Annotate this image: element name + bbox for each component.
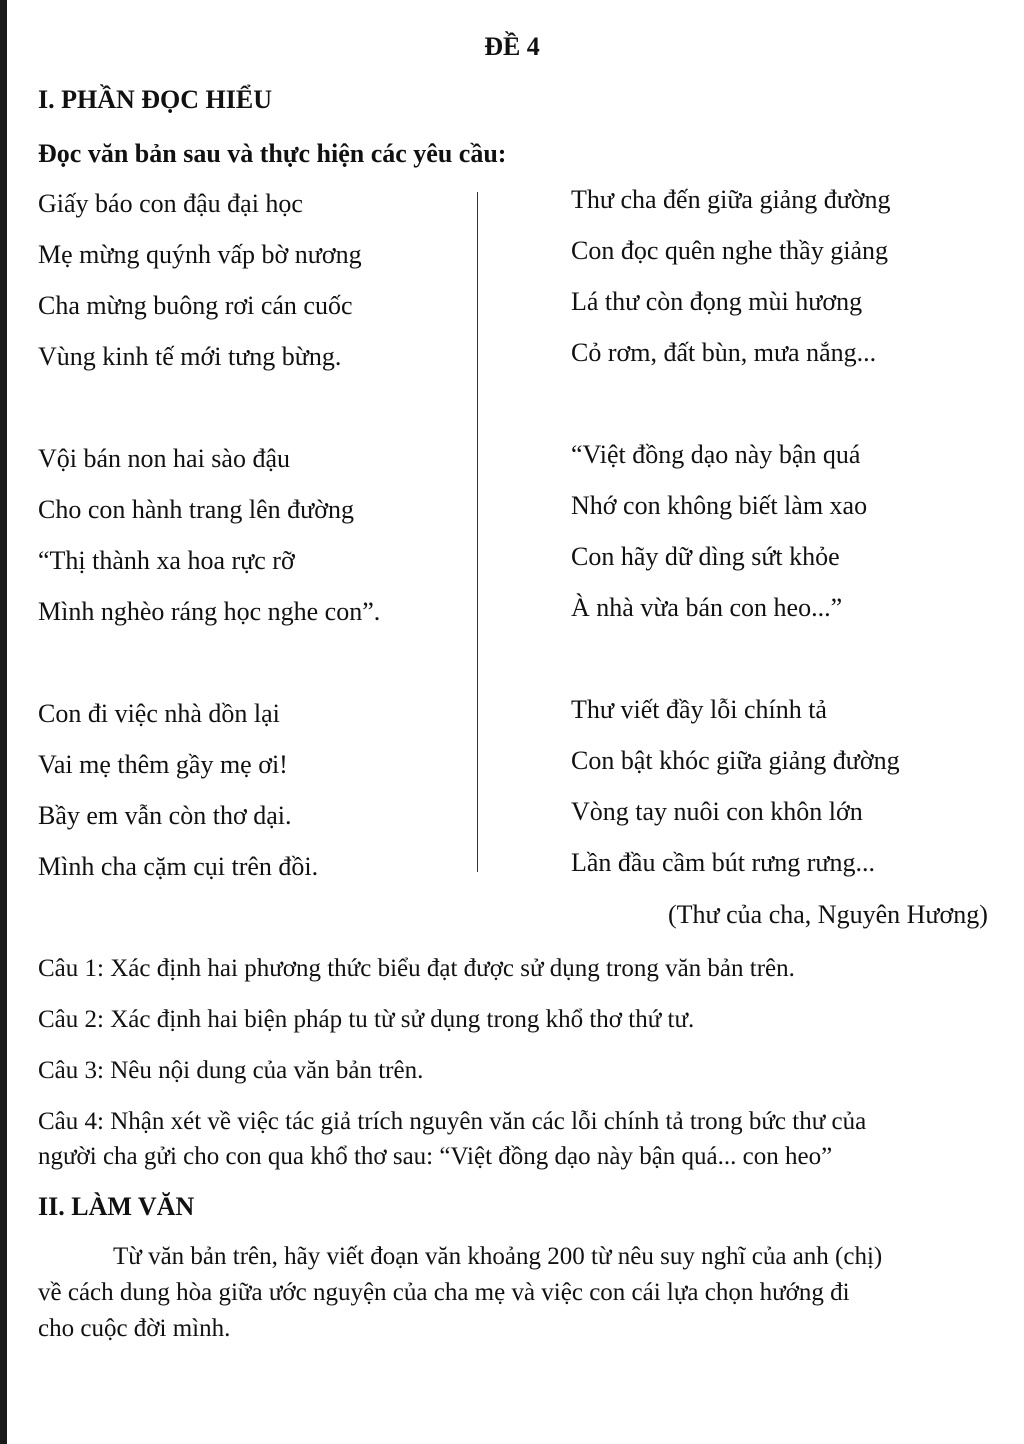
poem-line: Vùng kinh tế mới tưng bừng. bbox=[38, 342, 342, 371]
poem-line: À nhà vừa bán con heo...” bbox=[571, 593, 843, 622]
poem-line: Cỏ rơm, đất bùn, mưa nắng... bbox=[571, 338, 877, 367]
poem-line: Mình cha cặm cụi trên đồi. bbox=[38, 852, 319, 881]
poem-line: Vai mẹ thêm gầy mẹ ơi! bbox=[38, 750, 288, 779]
poem-line: “Việt đồng dạo này bận quá bbox=[571, 440, 861, 469]
poem-line: Cho con hành trang lên đường bbox=[38, 495, 354, 524]
question-3: Câu 3: Nêu nội dung của văn bản trên. bbox=[38, 1057, 424, 1084]
poem-line: Nhớ con không biết làm xao bbox=[571, 491, 868, 520]
poem-line: Con bật khóc giữa giảng đường bbox=[571, 746, 900, 775]
poem-line: Thư viết đầy lỗi chính tả bbox=[571, 695, 827, 724]
poem-line: Mẹ mừng quýnh vấp bờ nương bbox=[38, 240, 362, 269]
poem-column-divider bbox=[477, 192, 478, 872]
reading-section-heading: I. PHẦN ĐỌC HIỂU bbox=[38, 85, 273, 114]
question-2: Câu 2: Xác định hai biện pháp tu từ sử dụng trong khổ thơ thứ tư. bbox=[38, 1006, 695, 1033]
page-left-edge bbox=[0, 0, 7, 1444]
poem-line: Con hãy dữ dìng sứt khỏe bbox=[571, 542, 840, 571]
poem-source: (Thư của cha, Nguyên Hương) bbox=[668, 900, 988, 929]
question-4-continued: người cha gửi cho con qua khổ thơ sau: “Việt đồng dạo này bận quá... con heo” bbox=[38, 1143, 833, 1170]
question-4: Câu 4: Nhận xét về việc tác giả trích nguyên văn các lỗi chính tả trong bức thư của bbox=[38, 1108, 867, 1135]
writing-prompt-line: cho cuộc đời mình. bbox=[38, 1315, 231, 1342]
question-1: Câu 1: Xác định hai phương thức biểu đạt được sử dụng trong văn bản trên. bbox=[38, 955, 795, 982]
writing-prompt-line: về cách dung hòa giữa ước nguyện của cha mẹ và việc con cái lựa chọn hướng đi bbox=[38, 1279, 850, 1306]
poem-line: Vòng tay nuôi con khôn lớn bbox=[571, 797, 863, 826]
poem-line: Vội bán non hai sào đậu bbox=[38, 444, 291, 473]
poem-line: Bầy em vẫn còn thơ dại. bbox=[38, 801, 292, 830]
poem-line: Con đọc quên nghe thầy giảng bbox=[571, 236, 888, 265]
exam-title: ĐỀ 4 bbox=[484, 32, 540, 61]
poem-line: Giấy báo con đậu đại học bbox=[38, 189, 303, 218]
poem-line: “Thị thành xa hoa rực rỡ bbox=[38, 546, 295, 575]
reading-instruction: Đọc văn bản sau và thực hiện các yêu cầu: bbox=[38, 139, 507, 168]
writing-section-heading: II. LÀM VĂN bbox=[38, 1192, 195, 1221]
poem-line: Con đi việc nhà dồn lại bbox=[38, 699, 280, 728]
poem-line: Lần đầu cầm bút rưng rưng... bbox=[571, 848, 875, 877]
poem-line: Mình nghèo ráng học nghe con”. bbox=[38, 597, 381, 626]
poem-line: Cha mừng buông rơi cán cuốc bbox=[38, 291, 353, 320]
poem-line: Thư cha đến giữa giảng đường bbox=[571, 185, 891, 214]
writing-prompt-line: Từ văn bản trên, hãy viết đoạn văn khoảng 200 từ nêu suy nghĩ của anh (chị) bbox=[113, 1243, 883, 1270]
poem-line: Lá thư còn đọng mùi hương bbox=[571, 287, 863, 316]
